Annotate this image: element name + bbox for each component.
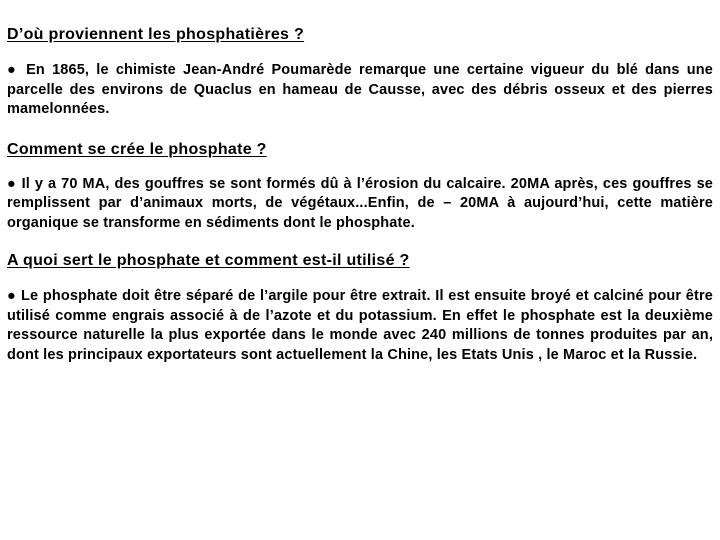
section-body-origin: ● En 1865, le chimiste Jean-André Poumarède remarque une certaine vigueur du blé dans une parcelle des environs de Quaclus en hameau de Causse, avec des débris osseux et des pierres mamelonnées. bbox=[7, 62, 713, 117]
section-heading-formation: Comment se crée le phosphate ? bbox=[7, 140, 267, 158]
section-body-usage: ● Le phosphate doit être séparé de l’argile pour être extrait. Il est ensuite broyé et calciné pour être utilisé comme engrais associé à de l’azote et du potassium. En effet le phosphate est la deuxième ressource naturelle la plus exportée dans le monde avec 240 millions de tonnes produites par an, dont les principaux exportateurs sont actuellement la Chine, les Etats Unis , le Maroc et la Russie. bbox=[7, 288, 713, 363]
document-page bbox=[7, 22, 713, 365]
section-heading-origin: D’où proviennent les phosphatières ? bbox=[7, 26, 305, 43]
section-heading-usage: A quoi sert le phosphate et comment est-il utilisé ? bbox=[7, 252, 410, 269]
section-body-formation: ● Il y a 70 MA, des gouffres se sont formés dû à l’érosion du calcaire. 20MA après, ces gouffres se remplissent par d’animaux morts, de végétaux...Enfin, de – 20MA à aujourd’hui, cette matière organique se transforme en sédiments dont le phosphate. bbox=[7, 175, 713, 231]
